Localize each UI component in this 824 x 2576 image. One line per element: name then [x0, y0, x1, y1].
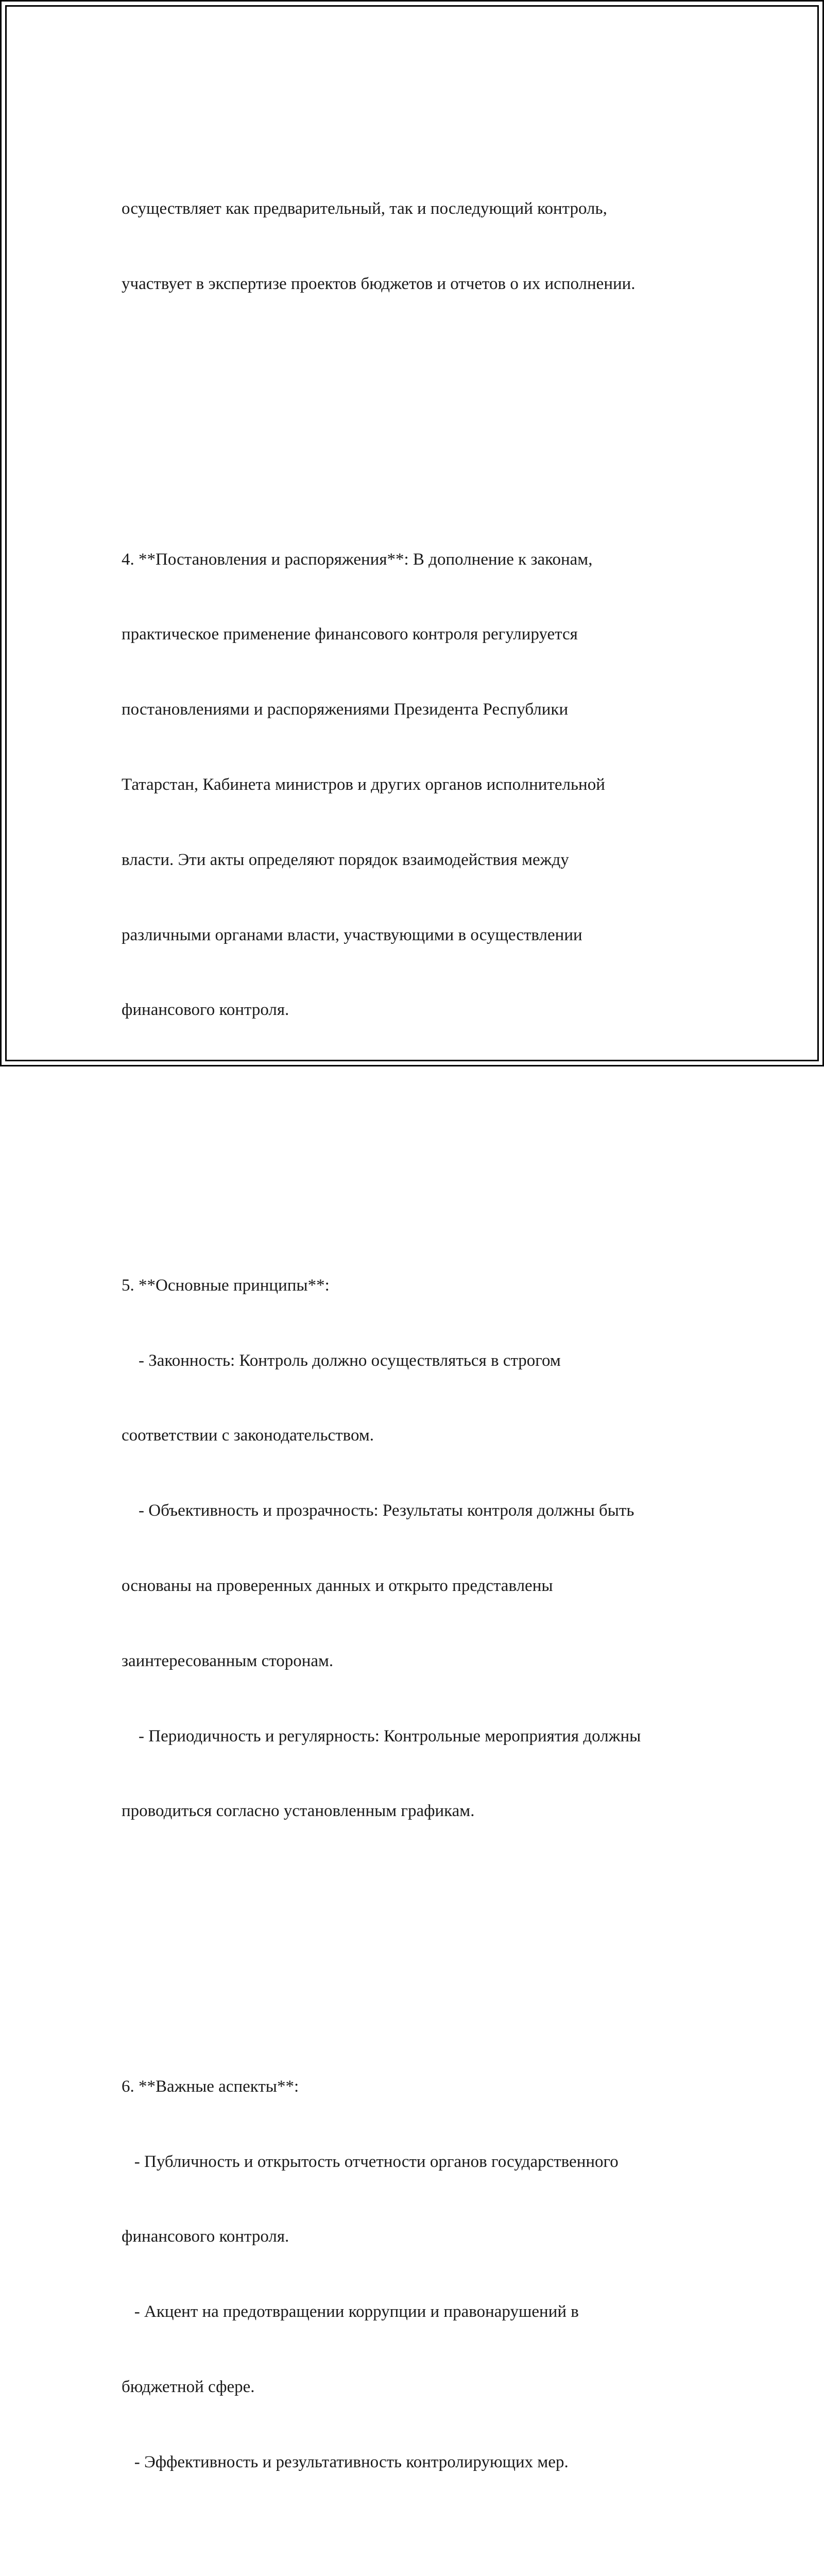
text-line: практическое применение финансового контроля регулируется [122, 625, 578, 644]
paragraph-gap [122, 397, 729, 422]
text-line: - Эффективность и результативность контролирующих мер. [122, 2452, 569, 2471]
paragraph [122, 497, 729, 1073]
text-line: - Акцент на предотвращении коррупции и правонарушений в [122, 2302, 579, 2321]
text-line: финансового контроля. [122, 2227, 289, 2246]
paragraph [122, 146, 729, 347]
text-line: - Законность: Контроль должно осуществляться в строгом [122, 1351, 561, 1370]
text-line: 4. **Постановления и распоряжения**: В дополнение к законам, [122, 550, 593, 569]
text-line: - Объективность и прозрачность: Результаты контроля должны быть [122, 1501, 634, 1520]
text-line: заинтересованным сторонам. [122, 1651, 334, 1670]
text-line: Татарстан, Кабинета министров и других органов исполнительной [122, 775, 605, 794]
text-line: власти. Эти акты определяют порядок взаимодействия между [122, 850, 569, 869]
text-line: постановлениями и распоряжениями Президента Республики [122, 700, 569, 719]
text-line: 6. **Важные аспекты**: [122, 2077, 299, 2096]
document-body [122, 96, 729, 2576]
text-line: бюджетной сфере. [122, 2378, 255, 2397]
paragraph [122, 2024, 729, 2525]
text-line: соответствии с законодательством. [122, 1426, 374, 1445]
text-line: различными органами власти, участвующими в осуществлении [122, 925, 582, 944]
text-line: проводиться согласно установленным графикам. [122, 1802, 475, 1821]
text-line: основаны на проверенных данных и открыто представлены [122, 1577, 553, 1596]
text-line: участвует в экспертизе проектов бюджетов и отчетов о их исполнении. [122, 275, 636, 294]
paragraph-gap [122, 1123, 729, 1148]
text-line: - Публичность и открытость отчетности органов государственного [122, 2152, 619, 2171]
paragraph [122, 1223, 729, 1874]
text-line: осуществляет как предварительный, так и последующий контроль, [122, 199, 607, 218]
paragraph-gap [122, 1924, 729, 1949]
text-line: финансового контроля. [122, 1001, 289, 1020]
text-line: - Периодичность и регулярность: Контрольные мероприятия должны [122, 1726, 641, 1745]
text-line: 5. **Основные принципы**: [122, 1276, 330, 1295]
